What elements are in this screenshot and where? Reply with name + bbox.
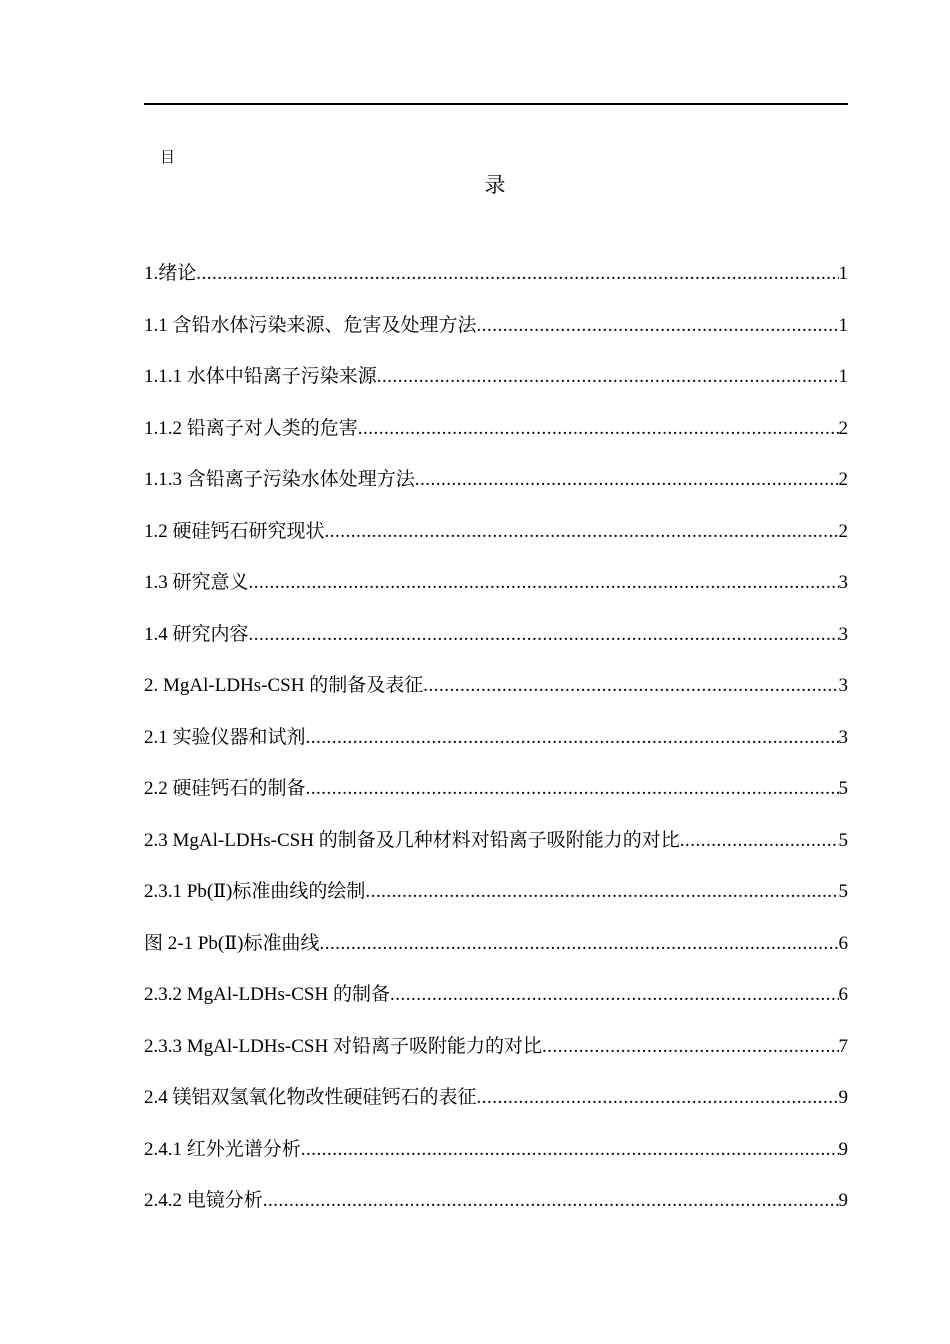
toc-entry-label: 1.1 含铅水体污染来源、危害及处理方法 bbox=[144, 314, 477, 336]
toc-entry-page: 7 bbox=[838, 1035, 848, 1057]
toc-entry[interactable] bbox=[144, 256, 848, 308]
toc-entry[interactable] bbox=[144, 514, 848, 566]
toc-entry-page: 1 bbox=[838, 263, 848, 284]
toc-dot-leader bbox=[477, 308, 839, 344]
toc-dot-leader bbox=[249, 617, 839, 653]
toc-entry-label: 2.4.2 电镜分析 bbox=[144, 1190, 263, 1211]
toc-entry[interactable] bbox=[144, 462, 848, 514]
toc-dot-leader bbox=[319, 926, 838, 962]
toc-entry[interactable] bbox=[144, 1132, 848, 1184]
toc-entry-page: 3 bbox=[838, 572, 848, 593]
toc-title-first-char: 目 bbox=[160, 148, 176, 166]
toc-dot-leader bbox=[415, 462, 839, 498]
toc-entry[interactable] bbox=[144, 977, 848, 1029]
toc-dot-leader bbox=[196, 256, 838, 292]
toc-entry[interactable] bbox=[144, 720, 848, 772]
toc-dot-leader bbox=[377, 359, 839, 395]
toc-entry-label: 2.2 硬硅钙石的制备 bbox=[144, 778, 306, 799]
toc-entry[interactable] bbox=[144, 565, 848, 617]
toc-entry-page: 2 bbox=[838, 520, 848, 542]
toc-entry[interactable] bbox=[144, 359, 848, 411]
header-rule bbox=[144, 103, 848, 105]
toc-entry-label: 2.1 实验仪器和试剂 bbox=[144, 726, 306, 748]
toc-dot-leader bbox=[306, 720, 839, 756]
table-of-contents bbox=[144, 256, 848, 1235]
toc-entry-label: 1.绪论 bbox=[144, 263, 197, 284]
toc-entry-page: 5 bbox=[838, 829, 848, 851]
toc-dot-leader bbox=[423, 668, 838, 704]
toc-entry-label: 2.4.1 红外光谱分析 bbox=[144, 1138, 301, 1160]
toc-entry-label: 2. MgAl-LDHs-CSH 的制备及表征 bbox=[144, 675, 424, 696]
toc-entry-page: 5 bbox=[838, 881, 848, 902]
toc-entry[interactable] bbox=[144, 874, 848, 926]
toc-dot-leader bbox=[390, 977, 839, 1013]
toc-entry-label: 1.1.2 铅离子对人类的危害 bbox=[144, 417, 358, 439]
toc-entry-page: 1 bbox=[838, 366, 848, 387]
toc-entry[interactable] bbox=[144, 823, 848, 875]
toc-entry[interactable] bbox=[144, 1080, 848, 1132]
toc-entry-label: 2.3 MgAl-LDHs-CSH 的制备及几种材料对铅离子吸附能力的对比 bbox=[144, 829, 680, 851]
toc-entry-page: 3 bbox=[838, 623, 848, 645]
toc-dot-leader bbox=[542, 1029, 839, 1065]
toc-entry-page: 2 bbox=[838, 417, 848, 439]
toc-entry-page: 3 bbox=[838, 675, 848, 696]
toc-entry-page: 6 bbox=[838, 984, 848, 1005]
toc-entry[interactable] bbox=[144, 617, 848, 669]
toc-entry-page: 9 bbox=[838, 1138, 848, 1160]
toc-dot-leader bbox=[306, 771, 839, 807]
toc-entry-page: 9 bbox=[838, 1087, 848, 1108]
toc-entry-label: 1.4 研究内容 bbox=[144, 623, 249, 645]
toc-dot-leader bbox=[680, 823, 839, 859]
toc-dot-leader bbox=[249, 565, 839, 601]
toc-entry[interactable] bbox=[144, 1183, 848, 1235]
toc-entry-label: 1.3 研究意义 bbox=[144, 572, 249, 593]
toc-entry-label: 1.1.3 含铅离子污染水体处理方法 bbox=[144, 469, 415, 490]
toc-entry-page: 2 bbox=[838, 469, 848, 490]
toc-entry-label: 1.1.1 水体中铅离子污染来源 bbox=[144, 366, 377, 387]
toc-entry[interactable] bbox=[144, 308, 848, 360]
toc-dot-leader bbox=[325, 514, 839, 550]
toc-dot-leader bbox=[358, 411, 839, 447]
toc-entry-label: 2.3.3 MgAl-LDHs-CSH 对铅离子吸附能力的对比 bbox=[144, 1035, 542, 1057]
toc-entry-page: 1 bbox=[838, 314, 848, 336]
toc-entry-page: 3 bbox=[838, 726, 848, 748]
toc-entry-label: 2.3.2 MgAl-LDHs-CSH 的制备 bbox=[144, 984, 390, 1005]
toc-entry-label: 图 2-1 Pb(Ⅱ)标准曲线 bbox=[144, 932, 320, 954]
toc-entry-label: 1.2 硬硅钙石研究现状 bbox=[144, 520, 325, 542]
toc-entry-page: 5 bbox=[838, 778, 848, 799]
toc-entry[interactable] bbox=[144, 926, 848, 978]
toc-dot-leader bbox=[477, 1080, 839, 1116]
toc-entry-page: 6 bbox=[838, 932, 848, 954]
toc-entry-label: 2.3.1 Pb(Ⅱ)标准曲线的绘制 bbox=[144, 881, 366, 902]
toc-dot-leader bbox=[301, 1132, 839, 1168]
toc-entry[interactable] bbox=[144, 1029, 848, 1081]
toc-entry[interactable] bbox=[144, 668, 848, 720]
toc-entry-page: 9 bbox=[838, 1190, 848, 1211]
toc-dot-leader bbox=[365, 874, 838, 910]
toc-entry[interactable] bbox=[144, 411, 848, 463]
toc-title-second-char: 录 bbox=[484, 173, 506, 197]
toc-entry[interactable] bbox=[144, 771, 848, 823]
toc-dot-leader bbox=[263, 1183, 839, 1219]
toc-entry-label: 2.4 镁铝双氢氧化物改性硬硅钙石的表征 bbox=[144, 1087, 477, 1108]
